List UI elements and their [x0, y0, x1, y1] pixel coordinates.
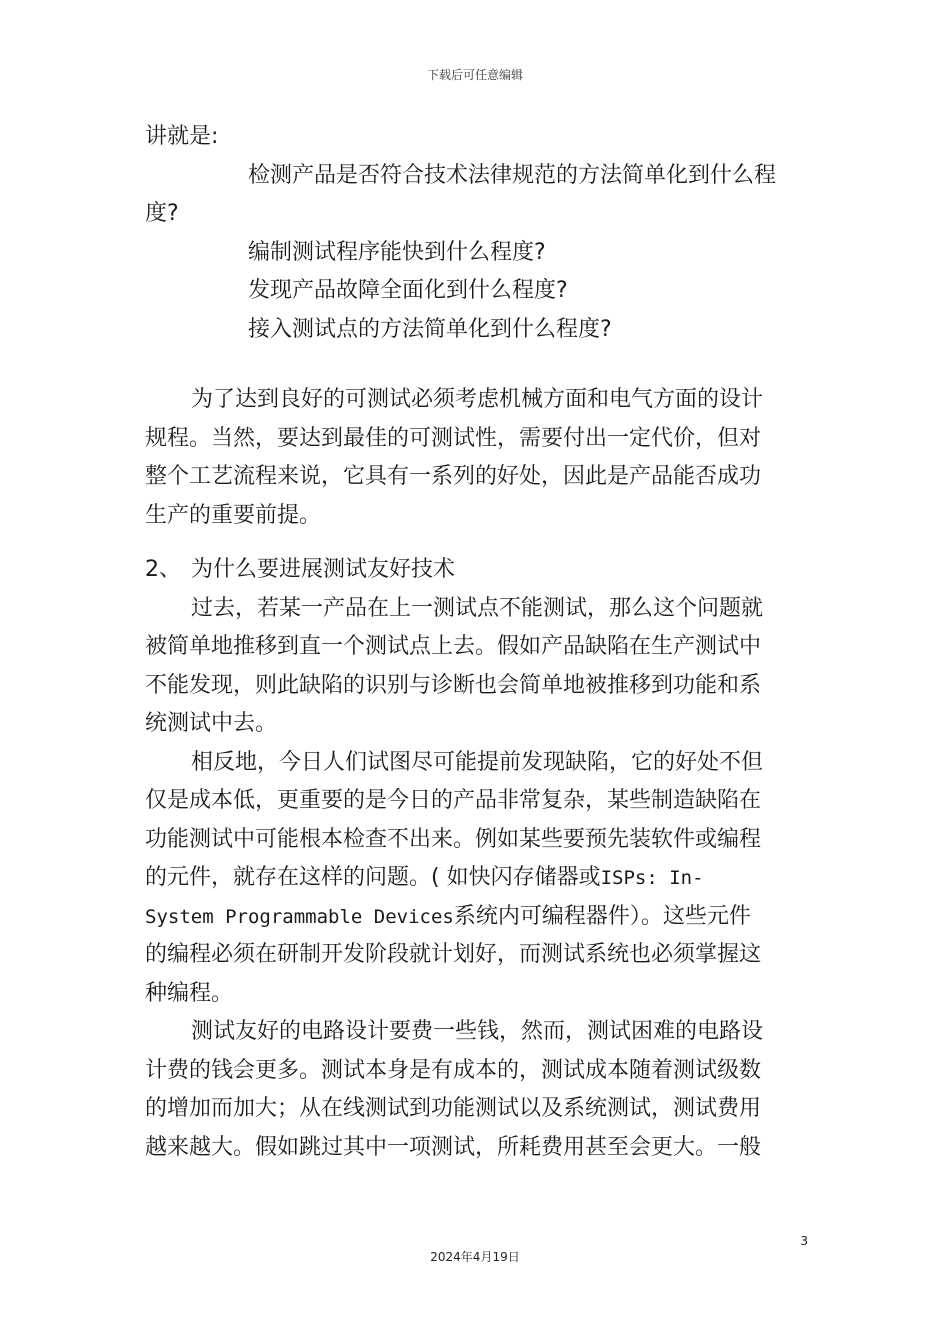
paragraph-line: 为了达到良好的可测试必须考虑机械方面和电气方面的设计: [191, 387, 764, 412]
paragraph-line: 不能发现，则此缺陷的识别与诊断也会简单地被推移到功能和系: [145, 672, 762, 698]
paragraph-line: 功能测试中可能根本检查不出来。例如某些要预先装软件或编程: [145, 826, 762, 852]
spacer: [145, 535, 805, 551]
paragraph-line: 测试友好的电路设计要费一些钱，然而，测试困难的电路设: [191, 1019, 764, 1044]
paragraph-line: [145, 898, 805, 937]
paragraph-line: [145, 859, 805, 898]
paragraph-line: 仅是成本低，更重要的是今日的产品非常复杂，某些制造缺陷在: [145, 788, 762, 813]
section-title: 为什么要进展测试友好技术: [191, 557, 456, 582]
text-line: 检测产品是否符合技术法律规范的方法简单化到什么程: [248, 162, 777, 188]
text-span: 系统内可编程器件）。这些元件: [453, 903, 751, 929]
paragraph-line: 的编程必须在研制开发阶段就计划好，而测试系统也必须掌握这: [145, 942, 762, 967]
paragraph-line: 被简单地推移到直一个测试点上去。假如产品缺陷在生产测试中: [145, 634, 762, 659]
text-span: 的元件，就存在这样的问题。( 如快闪存储器或: [145, 865, 601, 890]
section-heading: [145, 551, 805, 590]
paragraph-line: 相反地，今日人们试图尽可能提前发现缺陷，它的好处不但: [191, 749, 764, 775]
paragraph-line: 整个工艺流程来说，它具有一系列的好处，因此是产品能否成功: [145, 464, 762, 489]
paragraph-line: 统测试中去。: [145, 711, 278, 736]
document-body: [145, 118, 805, 1167]
page-footer-date: 2024年4月19日: [430, 1250, 520, 1264]
mono-text-span: ISPs: In-: [600, 867, 704, 889]
text-line: 度?: [145, 201, 179, 226]
spacer: [145, 349, 805, 381]
paragraph-line: 的增加而加大；从在线测试到功能测试以及系统测试，测试费用: [145, 1096, 762, 1121]
paragraph-line: 种编程。: [145, 980, 234, 1006]
section-number: 2、: [145, 557, 181, 582]
text-line: 接入测试点的方法简单化到什么程度?: [248, 316, 612, 342]
paragraph-line: 生产的重要前提。: [145, 502, 322, 528]
paragraph-line: 越来越大。假如跳过其中一项测试，所耗费用甚至会更大。一般: [145, 1134, 762, 1160]
text-line: 编制测试程序能快到什么程度?: [248, 239, 546, 265]
paragraph-line: 计费的钱会更多。测试本身是有成本的，测试成本随着测试级数: [145, 1057, 762, 1083]
text-line: 发现产品故障全面化到什么程度?: [248, 278, 568, 303]
paragraph-line: 规程。当然，要达到最佳的可测试性，需要付出一定代价，但对: [145, 425, 762, 451]
page-number: 3: [800, 1234, 808, 1248]
mono-text-span: System Programmable Devices: [145, 905, 454, 928]
paragraph-line: 过去，若某一产品在上一测试点不能测试，那么这个问题就: [191, 595, 764, 621]
page-header: 下载后可任意编辑: [426, 68, 523, 82]
text-line: 讲就是:: [145, 124, 219, 149]
